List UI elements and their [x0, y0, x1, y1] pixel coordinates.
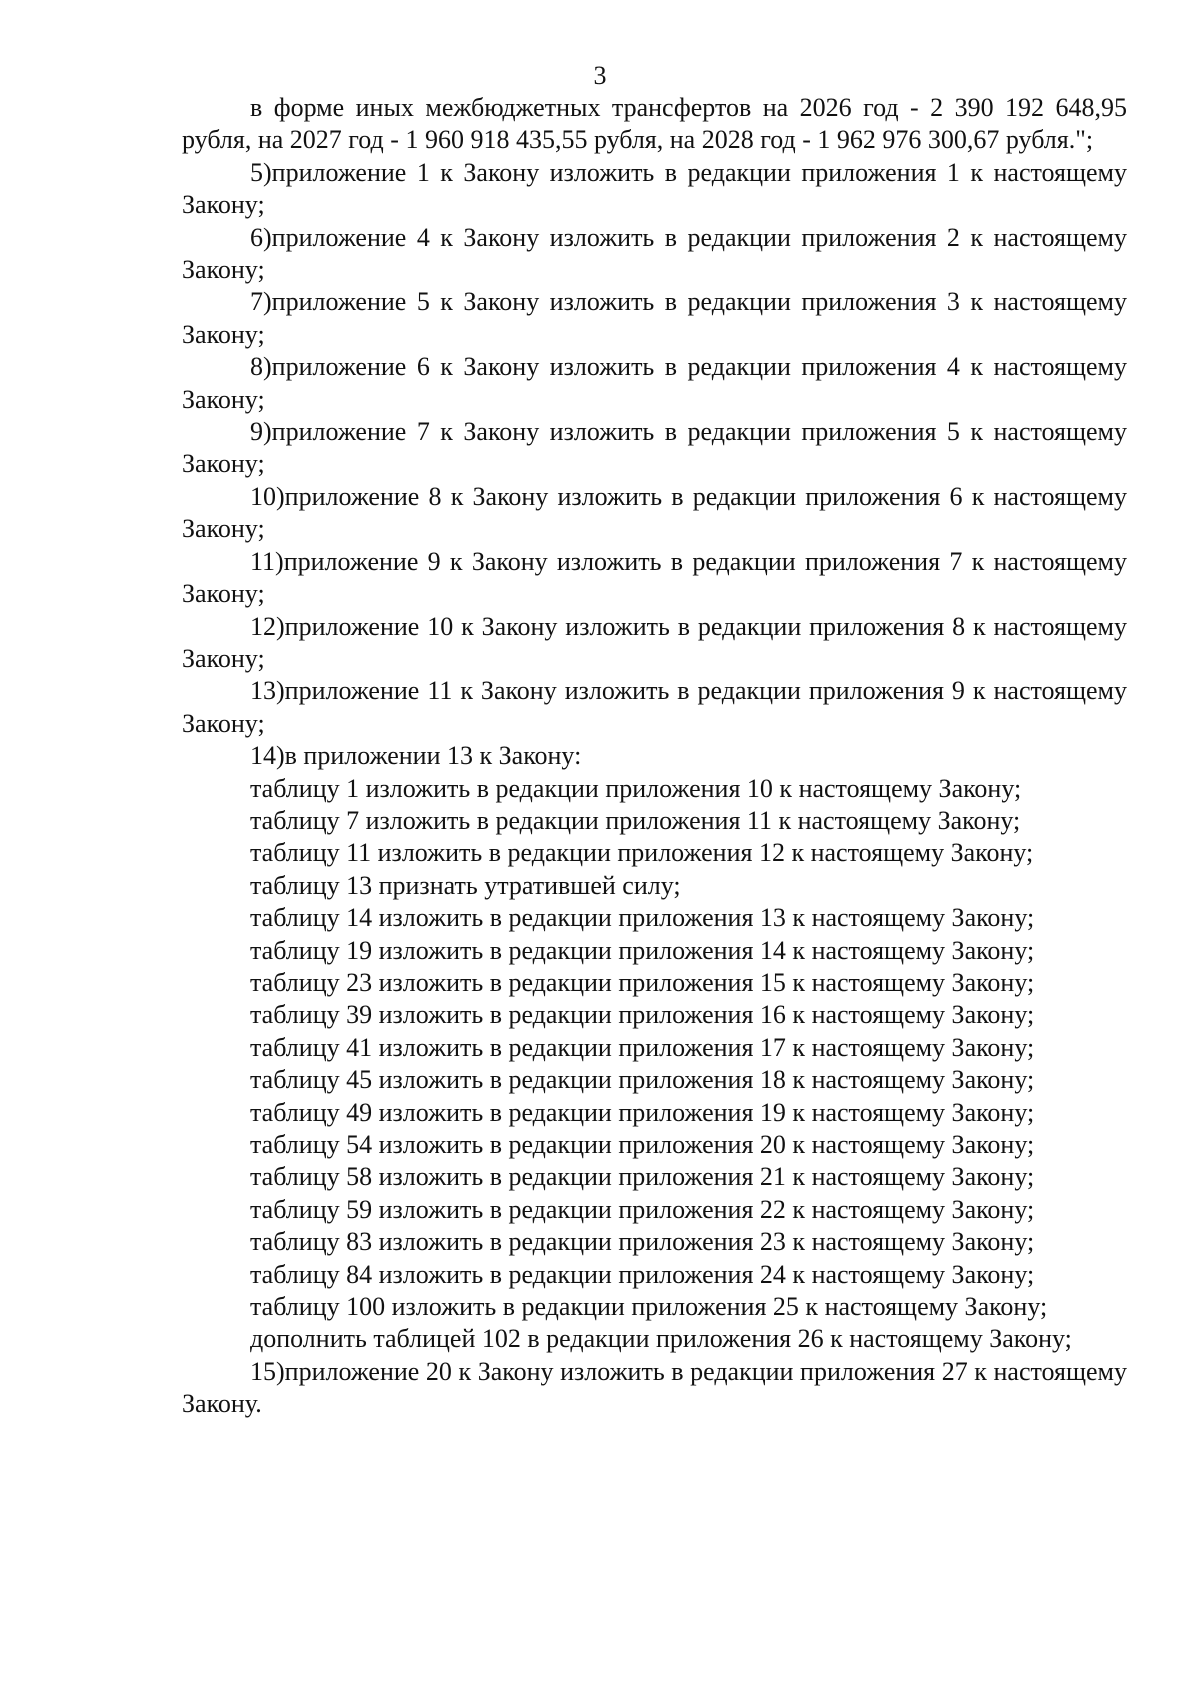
table-line: таблицу 58 изложить в редакции приложения 21 к настоящему Закону; — [250, 1162, 1035, 1192]
paragraph-intro: в форме иных межбюджетных трансфертов на 2026 год - 2 390 192 648,95 рубля, на 2027 год - 1 960 918 435,55 рубля, на 2028 год - 1 962 976 300,67 рубля."; — [182, 93, 1127, 155]
document-body — [182, 92, 1127, 1421]
table-line: таблицу 14 изложить в редакции приложения 13 к настоящему Закону; — [250, 903, 1035, 933]
paragraph-item-5: 5)приложение 1 к Закону изложить в редакции приложения 1 к настоящему Закону; — [182, 157, 1127, 220]
table-line: таблицу 11 изложить в редакции приложения 12 к настоящему Закону; — [250, 838, 1034, 868]
paragraph-item-7: 7)приложение 5 к Закону изложить в редакции приложения 3 к настоящему Закону; — [182, 287, 1127, 349]
table-line: таблицу 59 изложить в редакции приложения 22 к настоящему Закону; — [250, 1194, 1035, 1224]
table-line: таблицу 54 изложить в редакции приложения 20 к настоящему Закону; — [250, 1130, 1035, 1159]
paragraph-item-8: 8)приложение 6 к Закону изложить в редакции приложения 4 к настоящему Закону; — [182, 352, 1127, 414]
table-line: таблицу 83 изложить в редакции приложения 23 к настоящему Закону; — [250, 1227, 1035, 1257]
paragraph-item-13: 13)приложение 11 к Закону изложить в редакции приложения 9 к настоящему Закону; — [182, 676, 1127, 738]
table-line: таблицу 84 изложить в редакции приложения 24 к настоящему Закону; — [250, 1259, 1035, 1289]
paragraph-item-10: 10)приложение 8 к Закону изложить в редакции приложения 6 к настоящему Закону; — [182, 481, 1127, 544]
paragraph-item-15: 15)приложение 20 к Закону изложить в редакции приложения 27 к настоящему Закону. — [182, 1356, 1127, 1419]
paragraph-item-14: 14)в приложении 13 к Закону: — [250, 741, 582, 771]
table-line: таблицу 41 изложить в редакции приложения 17 к настоящему Закону; — [250, 1032, 1035, 1062]
paragraph-item-12: 12)приложение 10 к Закону изложить в редакции приложения 8 к настоящему Закону; — [182, 611, 1127, 673]
table-line: таблицу 1 изложить в редакции приложения 10 к настоящему Закону; — [250, 773, 1022, 803]
table-line: таблицу 39 изложить в редакции приложения 16 к настоящему Закону; — [250, 1000, 1035, 1030]
table-line: таблицу 45 изложить в редакции приложения 18 к настоящему Закону; — [250, 1065, 1035, 1095]
paragraph-supplement: дополнить таблицей 102 в редакции приложения 26 к настоящему Закону; — [250, 1324, 1072, 1354]
page-number: 3 — [593, 61, 607, 90]
table-line: таблицу 7 изложить в редакции приложения 11 к настоящему Закону; — [250, 805, 1021, 835]
paragraph-item-11: 11)приложение 9 к Закону изложить в редакции приложения 7 к настоящему Закону; — [182, 546, 1127, 609]
paragraph-item-9: 9)приложение 7 к Закону изложить в редакции приложения 5 к настоящему Закону; — [182, 417, 1127, 479]
paragraph-item-6: 6)приложение 4 к Закону изложить в редакции приложения 2 к настоящему Закону; — [182, 222, 1127, 285]
table-line: таблицу 100 изложить в редакции приложения 25 к настоящему Закону; — [250, 1292, 1048, 1322]
table-line: таблицу 13 признать утратившей силу; — [250, 870, 681, 900]
table-line: таблицу 19 изложить в редакции приложения 14 к настоящему Закону; — [250, 935, 1035, 965]
table-line: таблицу 23 изложить в редакции приложения 15 к настоящему Закону; — [250, 967, 1035, 997]
table-line: таблицу 49 изложить в редакции приложения 19 к настоящему Закону; — [250, 1097, 1035, 1127]
